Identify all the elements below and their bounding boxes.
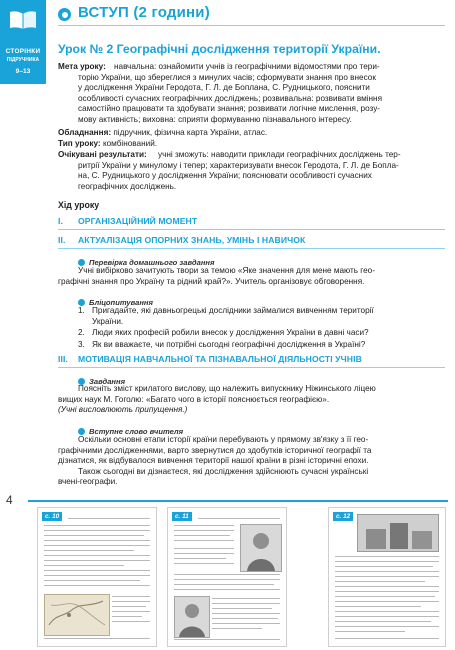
textbook-thumbnail xyxy=(328,507,446,647)
list-line: Люди яких професій робили внесок у дослідження України в давні часи? xyxy=(92,328,369,337)
blitz-label: Бліцопитування xyxy=(89,298,153,307)
aim-line: торію України, що збереглися з минулих часів; сформувати знання про внесок xyxy=(78,72,376,82)
aim-line: особливості сучасних географічних досліджень; розвивальна: розвивати вміння xyxy=(78,93,383,103)
blitz-item-1 xyxy=(78,306,444,328)
homework-label: Перевірка домашнього завдання xyxy=(89,258,215,267)
list-number: 1. xyxy=(78,306,85,315)
results-line: на, С. Рудницького у дослідження України; пояснювати особливості сучасних xyxy=(78,171,372,181)
results-text xyxy=(158,150,444,161)
map-image xyxy=(44,594,110,636)
list-number: 2. xyxy=(78,328,85,337)
homework-text xyxy=(58,266,445,287)
page-number: 4 xyxy=(6,493,13,507)
type-label: Тип уроку: xyxy=(58,139,101,148)
results-text-cont xyxy=(78,161,444,193)
section-title: ВСТУП (2 години) xyxy=(78,4,210,21)
section-number: I. xyxy=(58,216,63,226)
photo-image xyxy=(357,514,439,552)
portrait-image xyxy=(174,596,210,638)
badge-brand-line2: ПІДРУЧНИКА xyxy=(6,57,40,63)
list-line: Як ви вважаєте, чи потрібні сьогодні географічні дослідження в Україні? xyxy=(92,339,366,349)
paragraph-line: графічні знання про Україну та рідний край?». Учитель організовує обговорення. xyxy=(58,276,365,286)
portrait-image xyxy=(240,524,282,572)
equipment-row xyxy=(58,128,267,139)
section-rule xyxy=(58,229,445,230)
bullet-icon xyxy=(78,259,85,266)
aim-label: Мета уроку: xyxy=(58,62,106,71)
teacher-label: Вступне слово вчителя xyxy=(89,427,184,436)
paragraph-line: Поясніть зміст крилатого вислову, що належить випускнику Ніжинського ліцею xyxy=(78,384,376,393)
equipment-value: підручник, фізична карта України, атлас. xyxy=(113,128,268,137)
paragraph-line: дізнатися, як відбувалося вивчення території нашої країни в різні історичні епохи. xyxy=(58,456,369,466)
course-heading: Хід уроку xyxy=(58,200,100,210)
results-line: ритрії України у минулому і тепер; характеризувати внесок Геродота, Г. Л. де Бопла- xyxy=(78,160,399,170)
blitz-item-3 xyxy=(78,340,444,351)
equipment-label: Обладнання: xyxy=(58,128,112,137)
paragraph-line: графічними дослідженнями, варто звернутися до здобутків історичної географії та xyxy=(58,445,372,455)
paragraph-line: Також сьогодні ви дізнаєтеся, які дослідження здійснюють сучасні українські xyxy=(78,466,369,476)
task-text xyxy=(58,384,445,416)
thumbnail-page-tag: с. 11 xyxy=(172,512,192,521)
section-number: III. xyxy=(58,354,68,364)
section-number: II. xyxy=(58,235,66,245)
thumbnail-page-tag: с. 10 xyxy=(42,512,62,521)
blitz-item-2 xyxy=(78,328,444,339)
section-rule xyxy=(58,248,445,249)
paragraph-line: (Учні висловлюють припущення.) xyxy=(58,405,188,415)
textbook-thumbnail xyxy=(37,507,157,647)
section-3 xyxy=(58,354,445,365)
bullet-icon xyxy=(78,428,85,435)
section-heading: МОТИВАЦІЯ НАВЧАЛЬНОЇ ТА ПІЗНАВАЛЬНОЇ ДІЯЛЬНОСТІ УЧНІВ xyxy=(78,354,362,364)
footer-rule xyxy=(28,500,448,502)
book-icon xyxy=(9,10,37,30)
badge-pages: 9–13 xyxy=(15,68,31,75)
section-heading: ОРГАНІЗАЦІЙНИЙ МОМЕНТ xyxy=(78,216,198,226)
aim-line: мову активність; виховна: сприяти формуванню пізнавального інтересу. xyxy=(78,114,352,124)
list-number: 3. xyxy=(78,339,85,349)
paragraph-line: вчені-географи. xyxy=(58,477,118,487)
aim-line: у дослідження України Геродота, Г. Л. де Боплана, С. Рудницького, пояснити xyxy=(78,83,370,93)
type-row xyxy=(58,139,157,150)
bullet-icon xyxy=(78,299,85,306)
section-heading: АКТУАЛІЗАЦІЯ ОПОРНИХ ЗНАНЬ, УМІНЬ І НАВИЧОК xyxy=(78,235,306,245)
textbook-pages-badge xyxy=(0,0,46,84)
paragraph-line: вищих наук М. Гоголю: «Багато чого в історії пояснюється географією». xyxy=(58,394,330,404)
badge-brand-line1: СТОРІНКИ xyxy=(5,48,41,55)
results-label: Очікувані результати: xyxy=(58,150,147,159)
section-1 xyxy=(58,216,445,227)
aim-text xyxy=(114,62,444,73)
paragraph-line: Оскільки основні етапи історії країни перебувають у прямому зв'язку з її гео- xyxy=(78,435,369,444)
aim-line: самостійно працювати та здобувати знання; розвивати логічне мислення, розу- xyxy=(78,104,381,114)
textbook-thumbnail xyxy=(167,507,287,647)
results-line: географічних досліджень. xyxy=(78,181,177,191)
aim-text-cont xyxy=(78,73,444,126)
header-rule xyxy=(58,25,445,26)
list-line: України. xyxy=(92,316,124,326)
section-bullet-icon xyxy=(58,8,71,21)
list-line: Пригадайте, які давньогрецькі дослідники займалися вивченням території xyxy=(92,306,374,315)
task-label: Завдання xyxy=(89,377,126,386)
section-2 xyxy=(58,235,445,246)
aim-line: навчальна: ознайомити учнів із географічними відомостями про тери- xyxy=(114,62,380,71)
teacher-text xyxy=(58,435,445,488)
results-line: учні зможуть: наводити приклади географічних досліджень тер- xyxy=(158,150,401,159)
thumbnail-page-tag: с. 12 xyxy=(333,512,353,521)
section-rule xyxy=(58,367,445,368)
type-value: комбінований. xyxy=(102,139,158,148)
paragraph-line: Учні вибірково зачитують твори за темою «Яке значення для мене мають гео- xyxy=(78,266,375,275)
lesson-title: Урок № 2 Географічні дослідження території України. xyxy=(58,42,381,56)
